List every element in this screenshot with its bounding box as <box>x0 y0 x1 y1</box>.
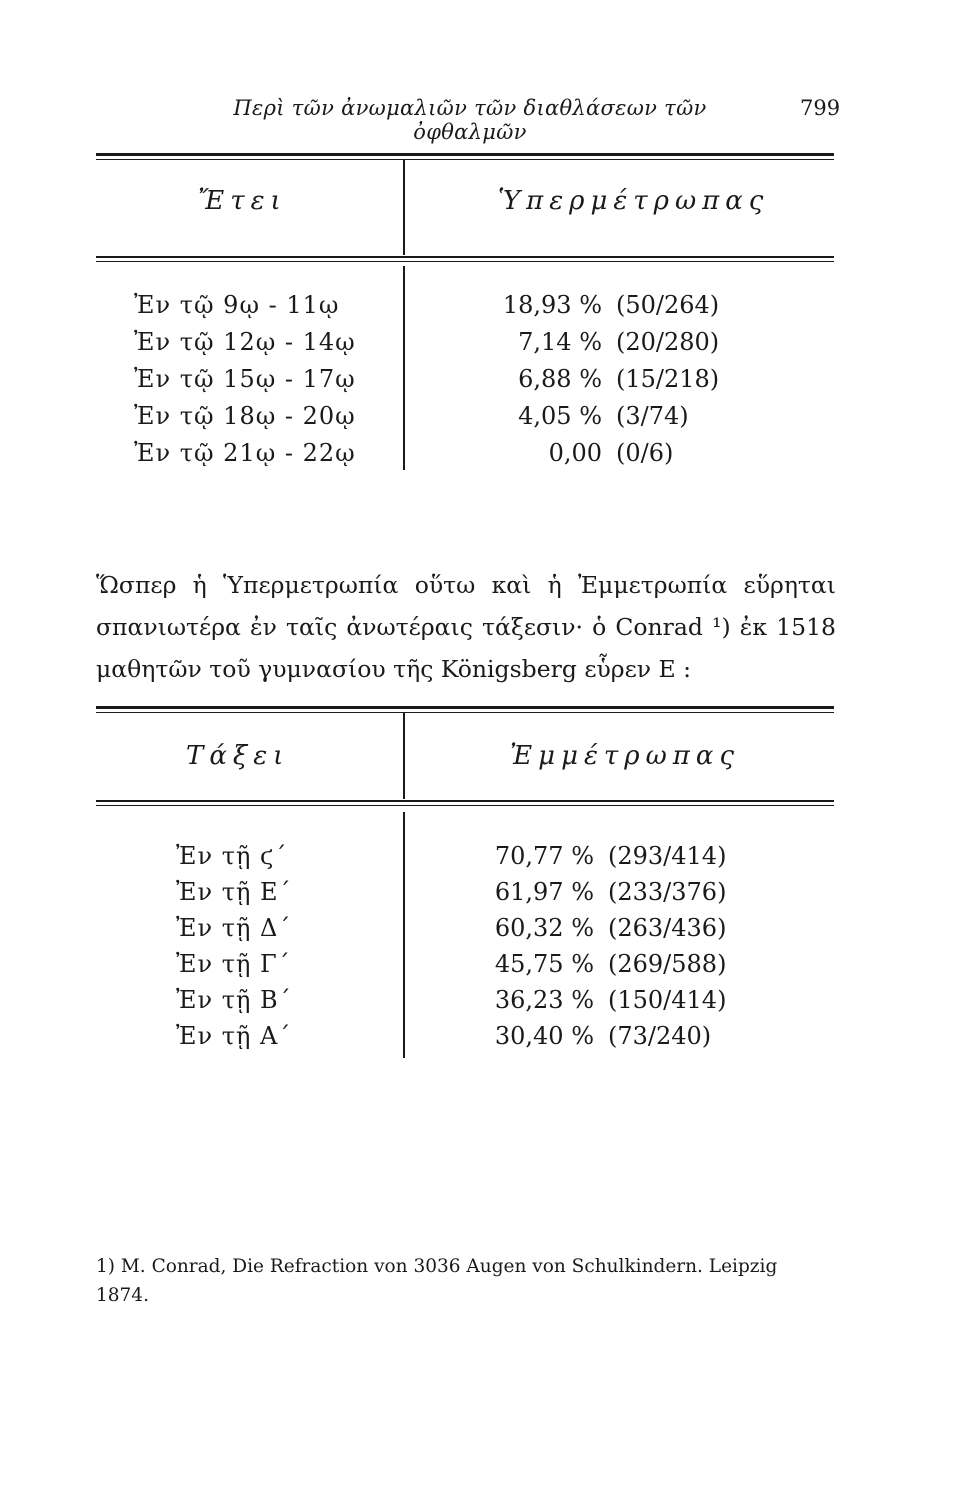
header-divider-rule <box>96 256 834 258</box>
ratio: (15/218) <box>616 365 720 393</box>
ratio: (263/436) <box>608 914 727 942</box>
percentage: 30,40 % <box>494 1022 594 1050</box>
header-divider-rule <box>96 800 834 802</box>
table-row-label: Ἐν τῇ Α΄ <box>176 1022 292 1050</box>
column-divider <box>403 713 405 799</box>
table-row-value <box>458 842 726 870</box>
column-divider <box>403 160 405 255</box>
table-top-rule-thin <box>96 712 834 713</box>
ratio: (50/264) <box>616 291 720 319</box>
table-row-label: Ἐν τῷ 15ῳ - 17ῳ <box>134 365 356 393</box>
table-row-value <box>458 878 726 906</box>
table-row-value <box>466 365 719 393</box>
table-row-value <box>458 986 726 1014</box>
table-row-label: Ἐν τῇ Β΄ <box>176 986 292 1014</box>
running-title: Περὶ τῶν ἀνωμαλιῶν τῶν διαθλάσεων τῶν ὀφθαλμῶν <box>233 96 707 144</box>
percentage: 36,23 % <box>494 986 594 1014</box>
ratio: (0/6) <box>616 439 674 467</box>
percentage: 18,93 % <box>502 291 602 319</box>
table-row-label: Ἐν τῇ Ε΄ <box>176 878 292 906</box>
column-header-year: Ἔτει <box>198 186 287 216</box>
column-divider <box>403 812 405 1058</box>
ratio: (73/240) <box>608 1022 712 1050</box>
ratio: (233/376) <box>608 878 727 906</box>
ratio: (3/74) <box>616 402 689 430</box>
table-row-value <box>458 1022 711 1050</box>
table-row-label: Ἐν τῷ 9ῳ - 11ῳ <box>134 291 340 319</box>
table-row-value <box>466 328 719 356</box>
header-divider-rule-thin <box>96 805 834 806</box>
body-paragraph: Ὥσπερ ἡ Ὑπερμετρωπία οὕτω καὶ ἡ Ἐμμετρωπία εὕρηται σπανιωτέρα ἐν ταῖς ἀνωτέραις τάξεσιν· ὁ Conrad ¹) ἐκ 1518 μαθητῶν τοῦ γυμνασίου τῆς Königsberg εὗρεν E : <box>96 571 836 683</box>
percentage: 61,97 % <box>494 878 594 906</box>
ratio: (150/414) <box>608 986 727 1014</box>
column-header-hyperopic: Ὑπερμέτρωπας <box>498 186 770 216</box>
page-number: 799 <box>800 96 841 120</box>
header-divider-rule-thin <box>96 261 834 262</box>
table-row-value <box>466 291 719 319</box>
column-header-emmetropic: Ἐμμέτρωπας <box>510 741 741 771</box>
percentage: 0,00 <box>548 439 602 467</box>
ratio: (269/588) <box>608 950 727 978</box>
table-top-rule <box>96 153 834 156</box>
table-row-label: Ἐν τῇ Γ΄ <box>176 950 291 978</box>
percentage: 6,88 % <box>518 365 602 393</box>
footnote: 1) M. Conrad, Die Refraction von 3036 Augen von Schulkindern. Leipzig 1874. <box>96 1256 778 1306</box>
table-top-rule-thin <box>96 159 834 160</box>
ratio: (293/414) <box>608 842 727 870</box>
table-row-value <box>458 914 726 942</box>
table-row-label: Ἐν τῇ ϛ΄ <box>176 842 288 870</box>
column-divider <box>403 266 405 470</box>
column-header-class: Τάξει <box>186 741 290 771</box>
table-top-rule <box>96 706 834 709</box>
table-row-label: Ἐν τῷ 12ῳ - 14ῳ <box>134 328 356 356</box>
table-row-value <box>466 402 689 430</box>
table-row-label: Ἐν τῷ 21ῳ - 22ῳ <box>134 439 356 467</box>
table-row-value <box>458 950 726 978</box>
table-row-value <box>466 439 673 467</box>
ratio: (20/280) <box>616 328 720 356</box>
percentage: 45,75 % <box>494 950 594 978</box>
table-row-label: Ἐν τῷ 18ῳ - 20ῳ <box>134 402 356 430</box>
percentage: 60,32 % <box>494 914 594 942</box>
percentage: 70,77 % <box>494 842 594 870</box>
percentage: 7,14 % <box>518 328 602 356</box>
percentage: 4,05 % <box>518 402 602 430</box>
table-row-label: Ἐν τῇ Δ΄ <box>176 914 292 942</box>
